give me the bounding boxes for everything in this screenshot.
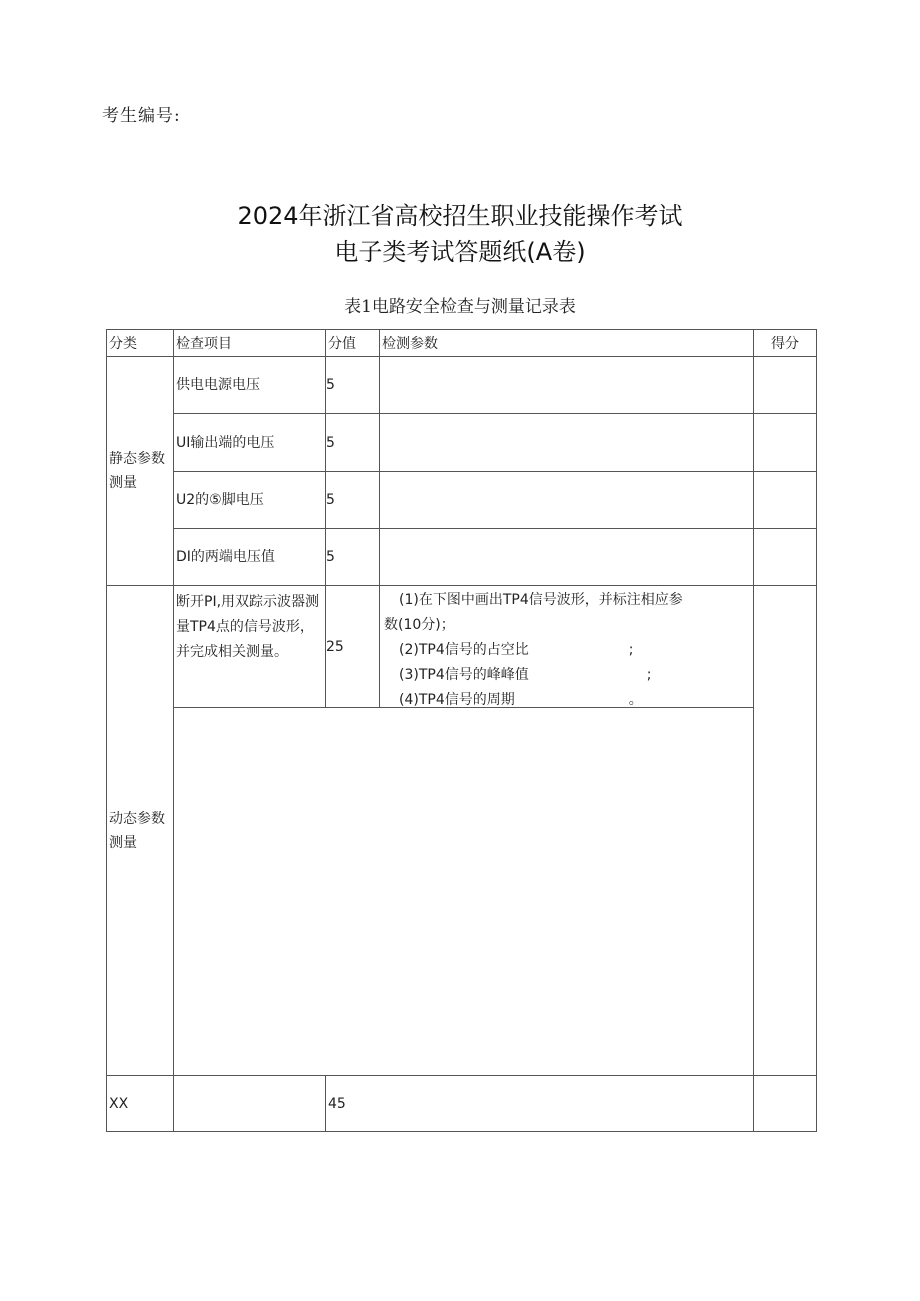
total-score xyxy=(325,1075,754,1132)
static-param-cell-2[interactable] xyxy=(379,413,754,472)
header-score-value: 分值 xyxy=(325,329,380,357)
static-item-1 xyxy=(173,356,326,414)
static-points-cell-2[interactable] xyxy=(753,413,817,472)
category-static-label: 静态参数测量 xyxy=(109,451,165,491)
static-score-4 xyxy=(325,528,380,586)
static-score-3 xyxy=(325,471,380,529)
param-duty-cycle: (2)TP4信号的占空比 xyxy=(399,642,529,658)
static-score-label: 5 xyxy=(326,434,335,451)
total-category-label: XX xyxy=(109,1095,129,1112)
param-period-end: 。 xyxy=(628,692,643,708)
total-item-cell xyxy=(173,1075,326,1132)
header-check-item: 检查项目 xyxy=(173,329,326,357)
category-dynamic xyxy=(106,585,174,1076)
record-table xyxy=(106,329,817,1132)
header-category: 分类 xyxy=(106,329,174,357)
header-parameters: 检测参数 xyxy=(379,329,754,357)
param-duty-cycle-end: ; xyxy=(628,642,634,658)
static-item-label: 供电电源电压 xyxy=(176,377,260,393)
exam-title: 2024年浙江省高校招生职业技能操作考试 xyxy=(237,202,683,230)
static-param-cell-3[interactable] xyxy=(379,471,754,529)
dynamic-points-cell[interactable] xyxy=(753,585,817,1076)
category-dynamic-label: 动态参数测量 xyxy=(109,810,165,851)
dynamic-score-label: 25 xyxy=(326,638,344,655)
param-line-1-cont: 数(10分)； xyxy=(384,617,455,633)
static-item-4 xyxy=(173,528,326,586)
static-score-label: 5 xyxy=(326,377,335,393)
static-score-label: 5 xyxy=(326,492,335,508)
static-points-cell-1[interactable] xyxy=(753,356,817,414)
static-score-label: 5 xyxy=(326,549,335,565)
waveform-drawing-area[interactable] xyxy=(173,707,754,1076)
static-points-cell-3[interactable] xyxy=(753,471,817,529)
static-param-cell-4[interactable] xyxy=(379,528,754,586)
static-param-cell-1[interactable] xyxy=(379,356,754,414)
param-period: (4)TP4信号的周期 xyxy=(399,692,515,708)
static-item-label: UI输出端的电压 xyxy=(176,434,275,451)
dynamic-params xyxy=(379,585,754,708)
param-line-1: (1)在下图中画出TP4信号波形，并标注相应参 xyxy=(399,592,683,608)
param-peak-to-peak-end: ; xyxy=(646,667,652,683)
category-static xyxy=(106,356,174,586)
static-item-label: DI的两端电压值 xyxy=(176,549,275,565)
total-category xyxy=(106,1075,174,1132)
total-points-cell[interactable] xyxy=(753,1075,817,1132)
static-score-1 xyxy=(325,356,380,414)
exam-id-label: 考生编号: xyxy=(102,106,181,126)
static-item-3 xyxy=(173,471,326,529)
dynamic-item-label: 断开PI,用双踪示波器测量TP4点的信号波形，并完成相关测量。 xyxy=(176,594,320,660)
static-item-label: U2的⑤脚电压 xyxy=(176,492,264,508)
table-caption: 表1电路安全检查与测量记录表 xyxy=(344,297,576,317)
total-score-label: 45 xyxy=(328,1095,346,1112)
static-points-cell-4[interactable] xyxy=(753,528,817,586)
param-peak-to-peak: (3)TP4信号的峰峰值 xyxy=(399,667,529,683)
static-item-2 xyxy=(173,413,326,472)
header-points: 得分 xyxy=(753,329,817,357)
exam-subtitle: 电子类考试答题纸(A卷) xyxy=(334,238,586,266)
static-score-2 xyxy=(325,413,380,472)
dynamic-item xyxy=(173,585,326,708)
dynamic-score xyxy=(325,585,380,708)
